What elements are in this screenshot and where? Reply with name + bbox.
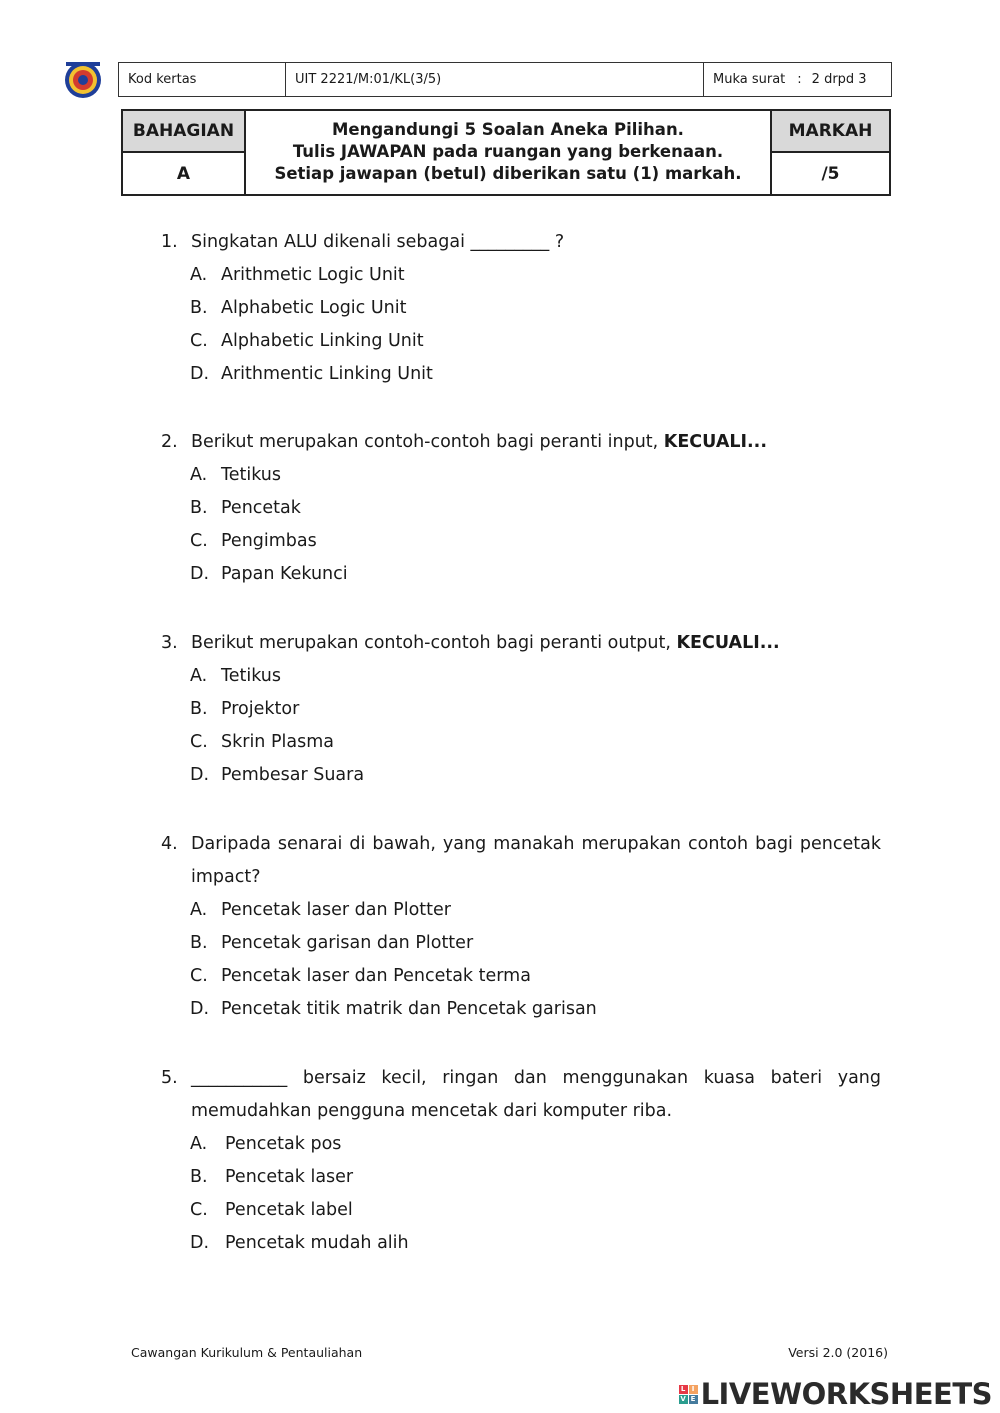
option-list — [190, 1128, 881, 1260]
option-text: Pencetak — [221, 498, 301, 518]
section-instructions — [246, 119, 770, 185]
footer-department: Cawangan Kurikulum & Pentauliahan — [131, 1345, 363, 1360]
question-emphasis: KECUALI... — [676, 633, 780, 653]
question-body: Berikut merupakan contoh-contoh bagi peranti input, — [191, 432, 664, 452]
option-list — [190, 259, 881, 391]
option-letter: A. — [190, 465, 208, 485]
question-3 — [161, 627, 881, 792]
option-a[interactable] — [190, 894, 881, 927]
question-2 — [161, 426, 881, 591]
option-d[interactable] — [190, 358, 881, 391]
liveworksheets-logo — [679, 1377, 992, 1411]
question-body: Berikut merupakan contoh-contoh bagi peranti output, — [191, 633, 677, 653]
paper-code-label: Kod kertas — [119, 63, 286, 96]
option-text: Pembesar Suara — [221, 765, 365, 785]
option-text: Pencetak pos — [225, 1134, 342, 1154]
option-text: Arithmetic Logic Unit — [221, 265, 405, 285]
option-b[interactable] — [190, 292, 881, 325]
section-table — [121, 109, 891, 196]
question-5 — [161, 1062, 881, 1260]
option-text: Pencetak laser dan Plotter — [221, 900, 451, 920]
option-text: Pencetak mudah alih — [225, 1233, 409, 1253]
institution-logo — [62, 60, 104, 100]
option-c[interactable] — [190, 525, 881, 558]
question-1 — [161, 226, 881, 391]
question-text — [191, 426, 881, 459]
option-text: Papan Kekunci — [221, 564, 348, 584]
option-text: Alphabetic Logic Unit — [221, 298, 407, 318]
brand-mark-letter: E — [689, 1395, 698, 1404]
option-text: Tetikus — [221, 666, 282, 686]
option-list — [190, 459, 881, 591]
page-separator: : — [797, 72, 802, 87]
option-text: Tetikus — [221, 465, 282, 485]
option-list — [190, 894, 881, 1026]
option-b[interactable] — [190, 492, 881, 525]
option-c[interactable] — [190, 960, 881, 993]
option-letter: B. — [190, 933, 208, 953]
option-letter: B. — [190, 298, 208, 318]
section-header: BAHAGIAN — [123, 111, 244, 153]
option-letter: B. — [190, 498, 208, 518]
option-letter: C. — [190, 331, 208, 351]
option-d[interactable] — [190, 558, 881, 591]
option-a[interactable] — [190, 259, 881, 292]
paper-info-row — [118, 62, 892, 97]
section-column — [123, 111, 246, 194]
option-letter: A. — [190, 265, 208, 285]
option-b[interactable] — [190, 693, 881, 726]
option-letter: D. — [190, 1233, 210, 1253]
section-value: A — [176, 163, 191, 184]
question-number: 3. — [161, 633, 178, 653]
option-letter: B. — [190, 1167, 208, 1187]
question-number: 1. — [161, 232, 178, 252]
option-text: Pencetak garisan dan Plotter — [221, 933, 474, 953]
option-b[interactable] — [190, 927, 881, 960]
option-a[interactable] — [190, 660, 881, 693]
option-text: Alphabetic Linking Unit — [221, 331, 424, 351]
option-letter: D. — [190, 999, 210, 1019]
option-c[interactable] — [190, 726, 881, 759]
question-4 — [161, 828, 881, 1026]
option-letter: D. — [190, 564, 210, 584]
option-letter: C. — [190, 531, 208, 551]
page-label: Muka surat — [713, 72, 786, 87]
option-d[interactable] — [190, 1227, 881, 1260]
question-number: 2. — [161, 432, 178, 452]
marks-column — [770, 111, 889, 194]
option-letter: A. — [190, 1134, 208, 1154]
instruction-line: Setiap jawapan (betul) diberikan satu (1) markah. — [274, 164, 742, 183]
question-emphasis: KECUALI... — [663, 432, 767, 452]
option-text: Arithmentic Linking Unit — [221, 364, 433, 384]
option-letter: D. — [190, 765, 210, 785]
question-number: 5. — [161, 1068, 178, 1088]
option-letter: A. — [190, 900, 208, 920]
page-value: 2 drpd 3 — [811, 72, 867, 87]
question-text — [191, 627, 881, 660]
question-text: Daripada senarai di bawah, yang manakah merupakan contoh bagi pencetak impact? — [191, 834, 881, 887]
option-letter: B. — [190, 699, 208, 719]
question-text: ___________ bersaiz kecil, ringan dan menggunakan kuasa bateri yang memudahkan pengguna mencetak dari komputer riba. — [191, 1068, 881, 1121]
option-text: Pencetak titik matrik dan Pencetak garisan — [221, 999, 597, 1019]
option-text: Projektor — [221, 699, 300, 719]
option-d[interactable] — [190, 993, 881, 1026]
brand-mark-letter: I — [689, 1385, 698, 1394]
marks-value: /5 — [821, 163, 840, 184]
option-letter: D. — [190, 364, 210, 384]
question-number: 4. — [161, 834, 178, 854]
option-letter: A. — [190, 666, 208, 686]
paper-code-value: UIT 2221/M:01/KL(3/5) — [286, 63, 704, 96]
option-letter: C. — [190, 966, 208, 986]
option-letter: C. — [190, 732, 208, 752]
brand-text: LIVEWORKSHEETS — [700, 1377, 992, 1411]
option-c[interactable] — [190, 325, 881, 358]
option-text: Pencetak label — [225, 1200, 353, 1220]
footer-version: Versi 2.0 (2016) — [788, 1345, 888, 1360]
instruction-line: Mengandungi 5 Soalan Aneka Pilihan. — [332, 120, 684, 139]
option-a[interactable] — [190, 1128, 881, 1161]
marks-header: MARKAH — [772, 111, 889, 153]
option-text: Pengimbas — [221, 531, 317, 551]
option-text: Pencetak laser dan Pencetak terma — [221, 966, 531, 986]
option-text: Pencetak laser — [225, 1167, 354, 1187]
instruction-line: Tulis JAWAPAN pada ruangan yang berkenaan. — [292, 142, 724, 161]
option-a[interactable] — [190, 459, 881, 492]
option-list — [190, 660, 881, 792]
brand-mark-letter: L — [679, 1385, 688, 1394]
page-number-cell — [704, 63, 891, 96]
option-b[interactable] — [190, 1161, 881, 1194]
option-c[interactable] — [190, 1194, 881, 1227]
brand-mark-icon — [679, 1385, 698, 1404]
option-text: Skrin Plasma — [221, 732, 334, 752]
brand-mark-letter: V — [680, 1394, 686, 1403]
question-text: Singkatan ALU dikenali sebagai _________ ? — [191, 232, 565, 252]
option-d[interactable] — [190, 759, 881, 792]
option-letter: C. — [190, 1200, 208, 1220]
